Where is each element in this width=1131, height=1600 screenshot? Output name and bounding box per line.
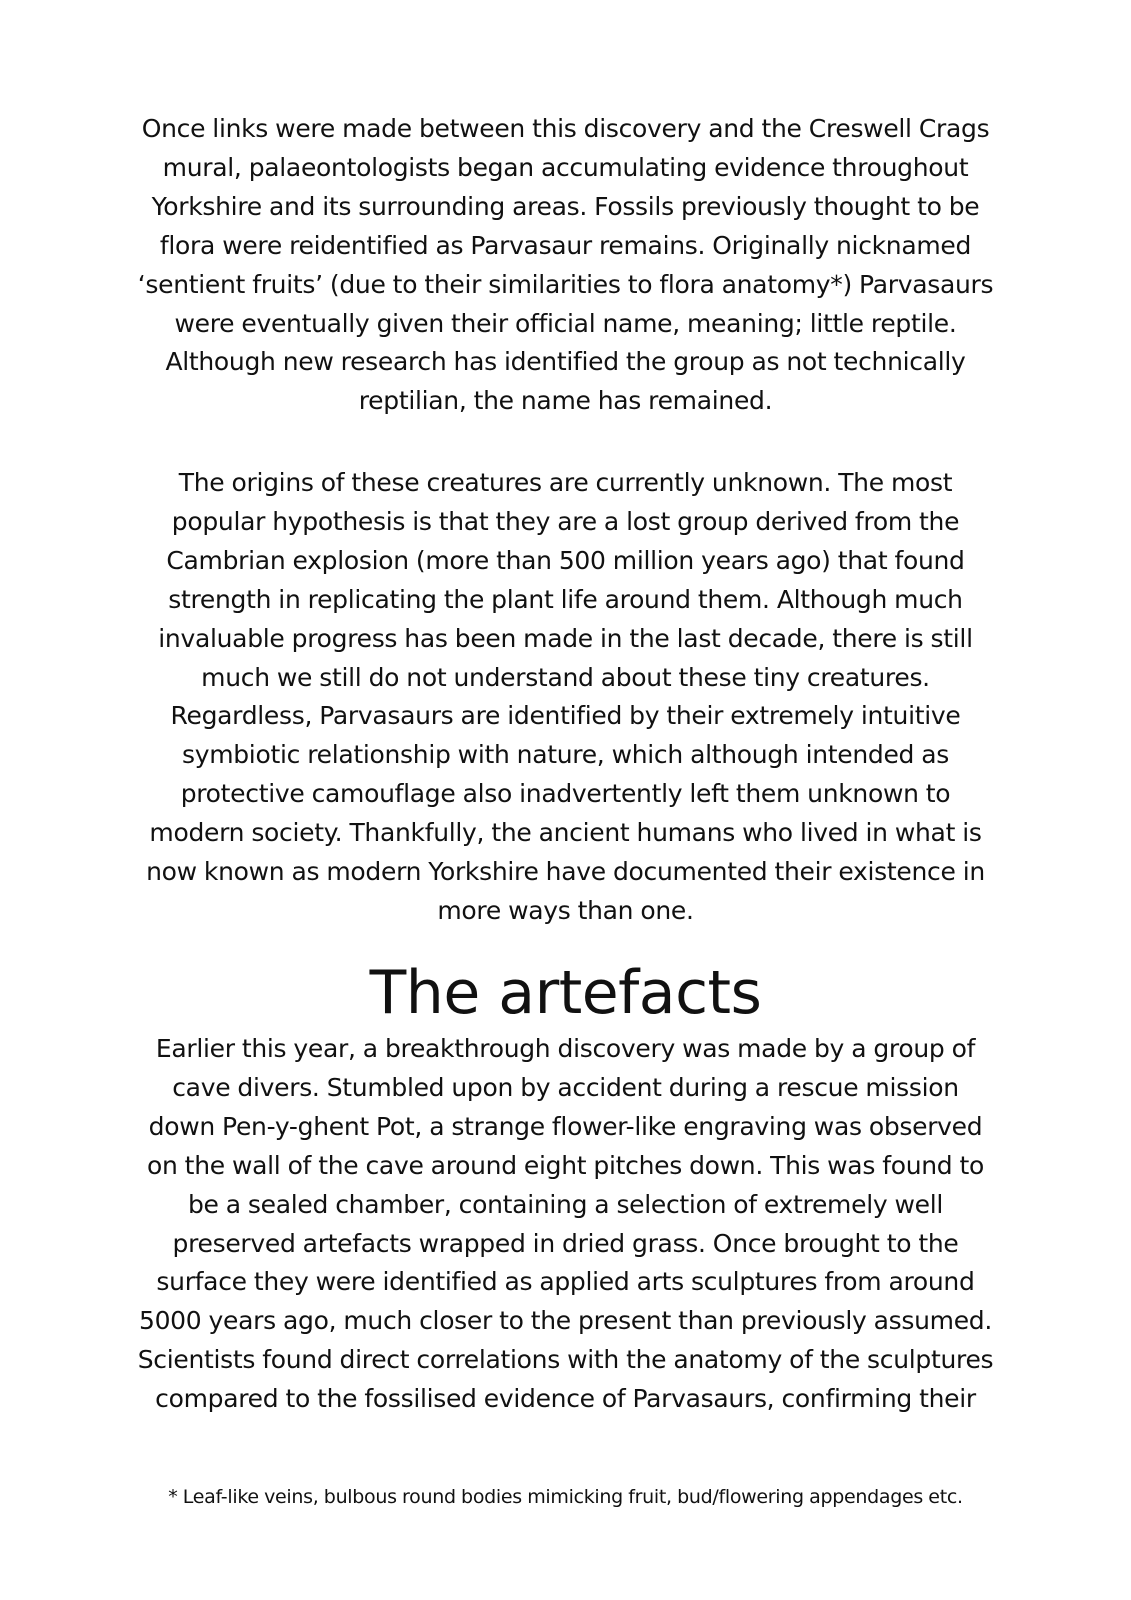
text-line: down Pen-y-ghent Pot, a strange flower-like engraving was observed — [148, 1111, 983, 1141]
text-line: Yorkshire and its surrounding areas. Fossils previously thought to be — [151, 191, 980, 221]
text-line: 5000 years ago, much closer to the present than previously assumed. — [138, 1306, 993, 1336]
text-line: Although new research has identified the group as not technically — [165, 347, 966, 377]
text-line: cave divers. Stumbled upon by accident during a rescue mission — [172, 1072, 959, 1102]
text-line: were eventually given their official name, meaning; little reptile. — [174, 308, 957, 338]
text-line: invaluable progress has been made in the last decade, there is still — [158, 623, 973, 653]
text-line: mural, palaeontologists began accumulating evidence throughout — [162, 152, 969, 182]
text-line: compared to the fossilised evidence of Parvasaurs, confirming their — [155, 1384, 976, 1414]
text-line: Once links were made between this discovery and the Creswell Crags — [141, 114, 990, 143]
text-line: be a sealed chamber, containing a selection of extremely well — [187, 1189, 944, 1219]
text-line: much we still do not understand about these tiny creatures. — [201, 662, 930, 692]
text-line: strength in replicating the plant life around them. Although much — [168, 584, 963, 614]
text-line: reptilian, the name has remained. — [358, 386, 773, 416]
text-line: preserved artefacts wrapped in dried grass. Once brought to the — [172, 1228, 959, 1258]
paragraph-artefacts — [90, 1030, 1041, 1419]
text-line: surface they were identified as applied arts sculptures from around — [156, 1267, 975, 1297]
text-line: more ways than one. — [437, 895, 694, 925]
text-line: protective camouflage also inadvertently left them unknown to — [180, 779, 951, 809]
text-line: symbiotic relationship with nature, which although intended as — [181, 740, 950, 770]
text-line: Cambrian explosion (more than 500 million years ago) that found — [166, 545, 965, 575]
text-line: flora were reidentified as Parvasaur remains. Originally nicknamed — [159, 230, 972, 260]
text-line: The origins of these creatures are currently unknown. The most — [178, 468, 953, 497]
paragraph-origins — [90, 464, 1041, 931]
paragraph-intro — [90, 110, 1041, 421]
text-line: Scientists found direct correlations with the anatomy of the sculptures — [137, 1345, 994, 1375]
text-line: ‘sentient fruits’ (due to their similarities to flora anatomy*) Parvasaurs — [137, 269, 994, 299]
footnote: * Leaf-like veins, bulbous round bodies mimicking fruit, bud/flowering appendages etc. — [168, 1486, 963, 1508]
text-line: Regardless, Parvasaurs are identified by their extremely intuitive — [170, 701, 961, 731]
text-line: on the wall of the cave around eight pitches down. This was found to — [147, 1150, 984, 1180]
text-line: popular hypothesis is that they are a lost group derived from the — [171, 506, 960, 536]
text-line: now known as modern Yorkshire have documented their existence in — [146, 857, 985, 887]
section-heading: The artefacts — [369, 958, 762, 1028]
text-line: modern society. Thankfully, the ancient humans who lived in what is — [149, 818, 982, 848]
text-line: Earlier this year, a breakthrough discovery was made by a group of — [155, 1034, 976, 1063]
